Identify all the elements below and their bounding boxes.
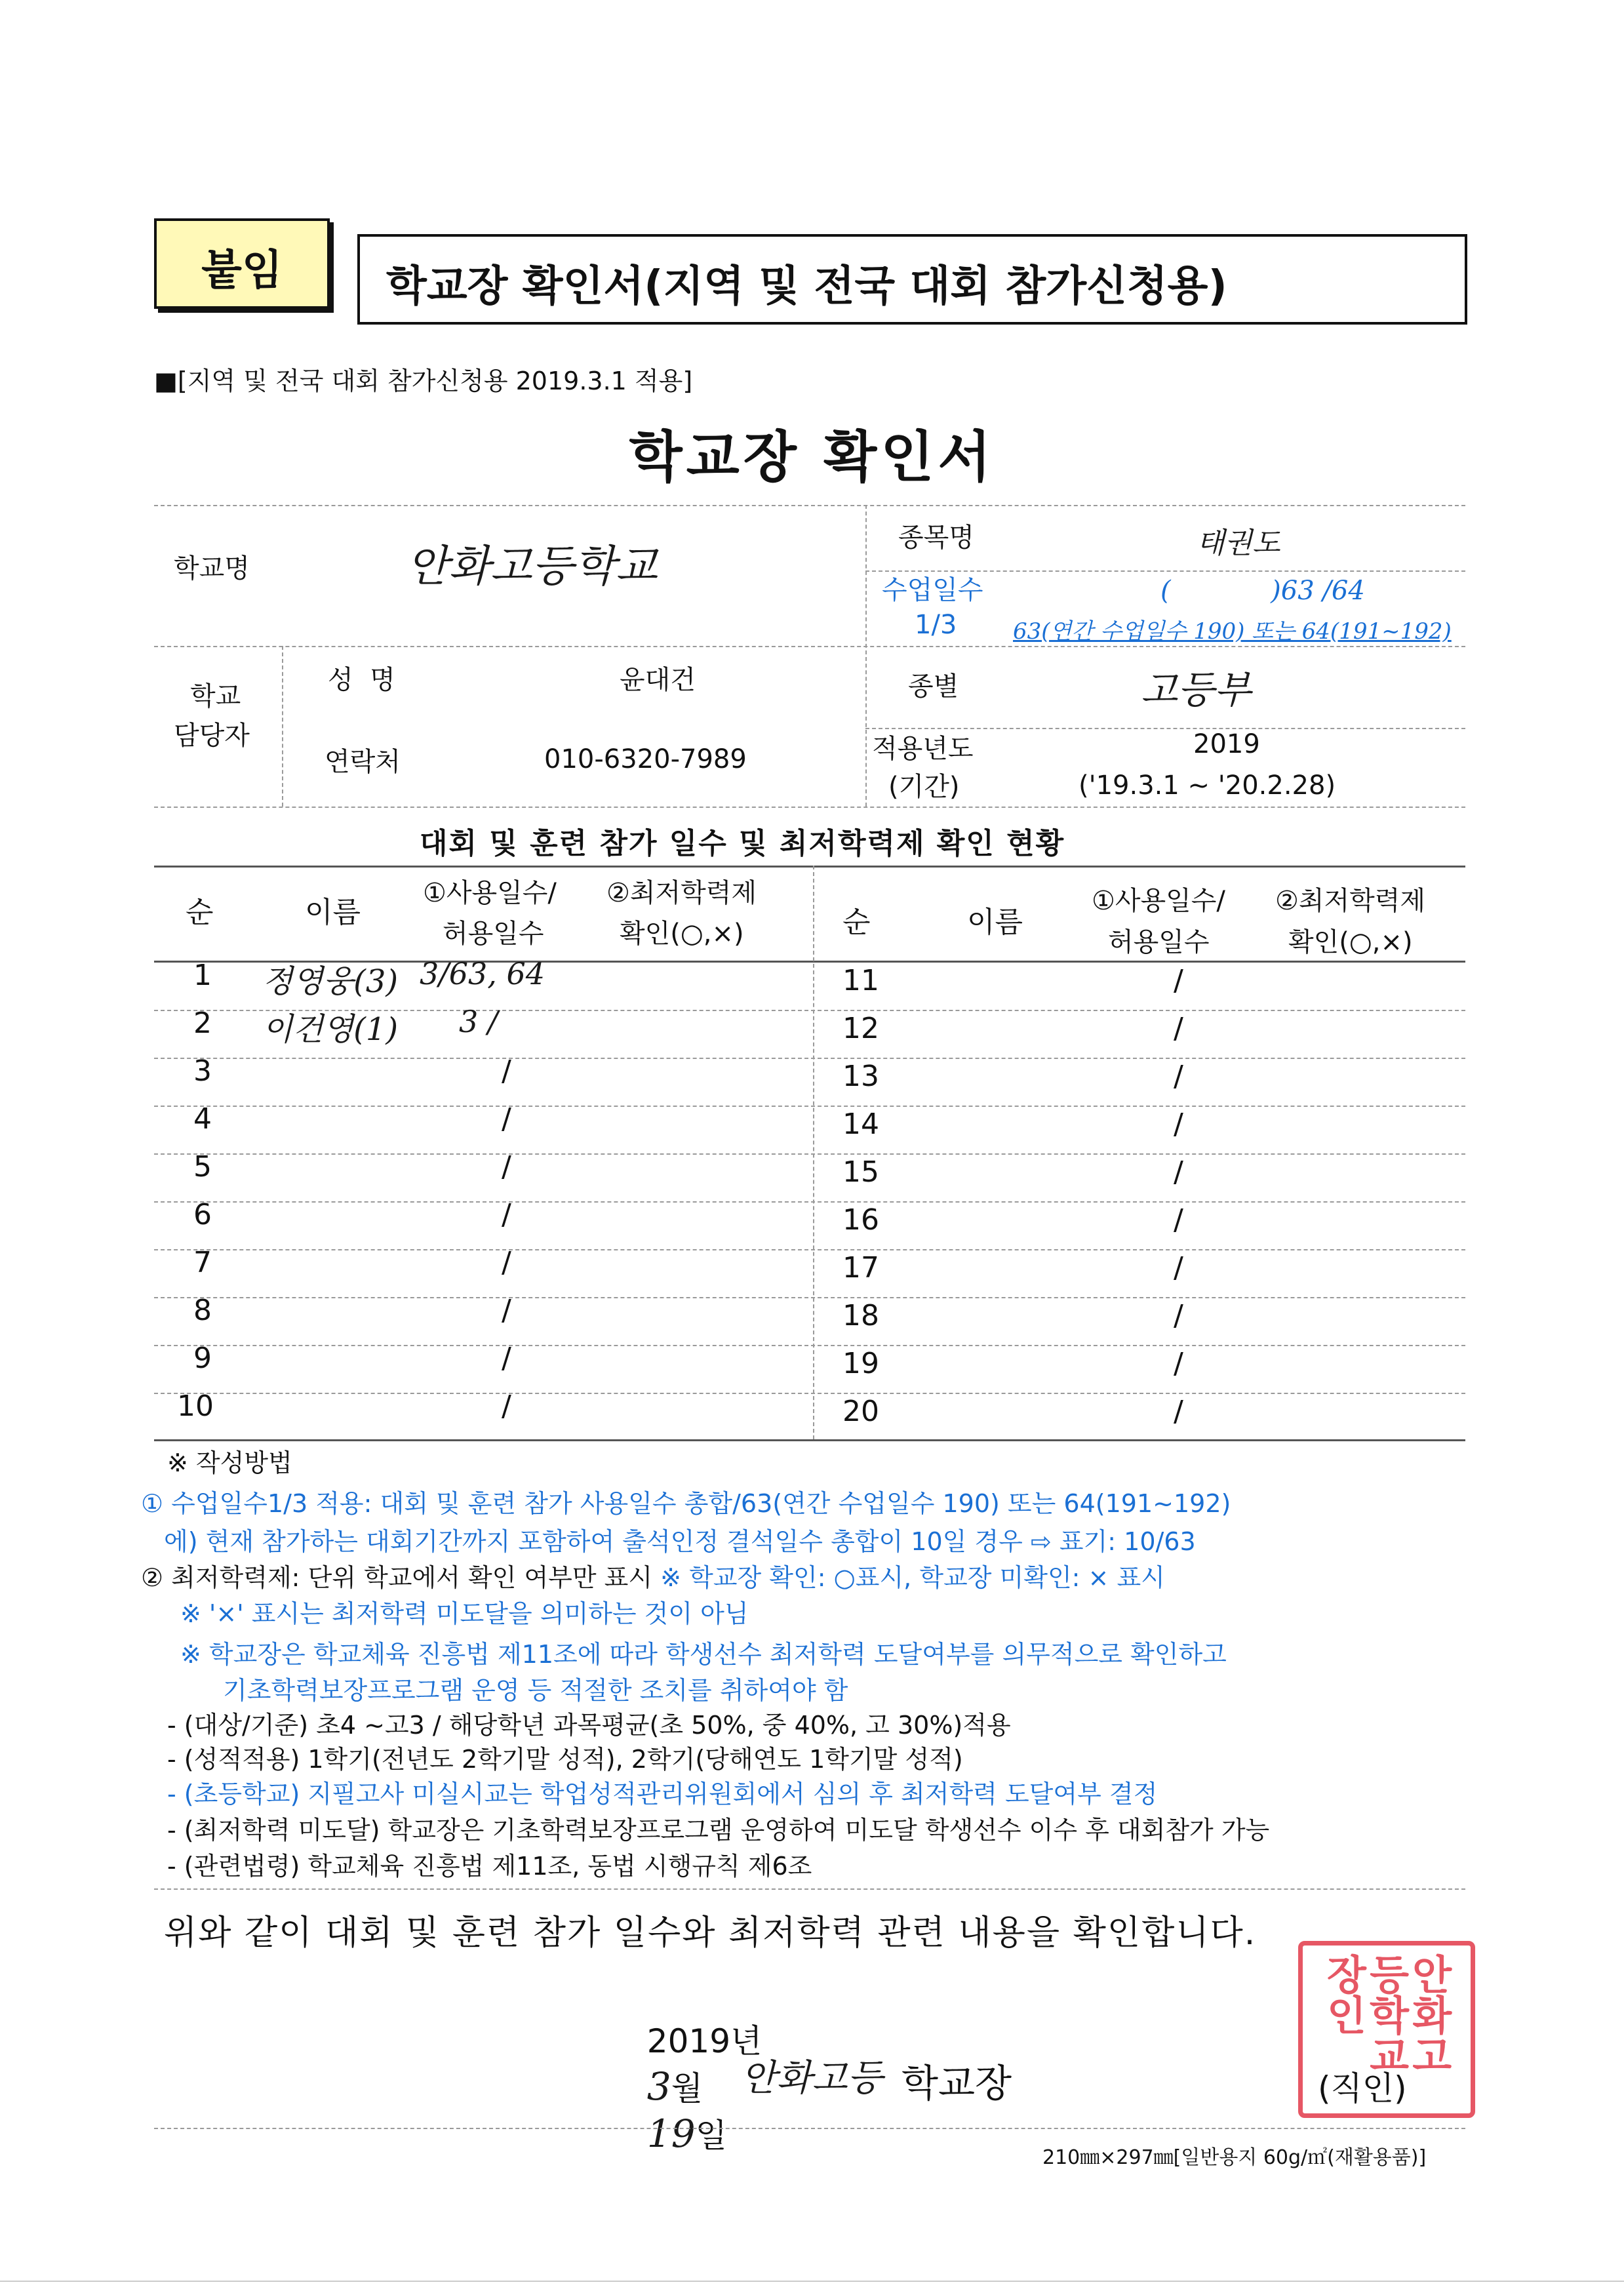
table-row-no: 14 [842,1108,879,1141]
method-line: ※ 학교장은 학교체육 진흥법 제11조에 따라 학생선수 최저학력 도달여부를 의무적으로 확인하고 [180,1640,1227,1669]
table-row-no: 16 [842,1203,879,1237]
row-rule [154,1393,1465,1394]
table-row-no: 3 [193,1054,212,1088]
method-line: - (초등학교) 지필고사 미실시교는 학업성적관리위원회에서 심의 후 최저학력 도달여부 결정 [167,1780,1158,1808]
year-label-sub: (기간) [888,772,960,802]
header-title: 학교장 확인서(지역 및 전국 대회 참가신청용) [386,262,1227,311]
name-label: 성 명 [328,665,395,695]
date-day: 19 [646,2111,696,2156]
method-line: - (관련법령) 학교체육 진흥법 제11조, 동법 시행규칙 제6조 [167,1852,812,1881]
table-row-no: 12 [842,1012,879,1045]
contact-value: 010-6320-7989 [544,744,747,774]
row-rule [154,1345,1465,1346]
row-rule [154,1201,1465,1203]
table-row-days: / [1174,964,1183,997]
table-row-no: 6 [193,1198,212,1231]
contact-label: 연락처 [325,747,401,777]
col-check-left-2: 확인(○,×) [620,919,744,949]
info-mid-rule [154,646,1465,647]
class-days-note: 63(연간 수업일수 190) 또는 64(191~192) [1013,618,1452,645]
date-month: 3 [646,2064,671,2109]
footer-rule [154,2128,1465,2129]
col-name-left: 이름 [305,896,361,929]
table-title: 대회 및 훈련 참가 일수 및 최저학력제 확인 현황 [420,827,1065,860]
table-row-days: / [1174,1012,1183,1045]
info-top-rule [154,505,1465,506]
year-value: 2019 [1193,729,1260,759]
table-top-rule [154,866,1465,868]
applicability-note: ■[지역 및 전국 대회 참가신청용 2019.3.1 적용] [154,367,693,395]
date-year: 2019년 [646,2022,762,2060]
table-row-days: / [1174,1060,1183,1093]
table-row-name: 정영웅(3) [262,963,399,1000]
name-value: 윤대건 [620,665,696,695]
info-bottom-rule [154,807,1465,808]
col-days-left-1: ①사용일수/ [423,878,557,908]
table-row-no: 18 [842,1299,879,1332]
col-days-left-2: 허용일수 [443,919,544,949]
staff-label-1: 학교 [190,681,241,711]
class-days-value: ( )63 /64 [1160,576,1365,606]
table-row-days: / [1174,1251,1183,1285]
table-row-no: 20 [842,1395,879,1428]
date-day-unit: 일 [695,2117,727,2155]
class-days-ratio: 1/3 [915,610,957,640]
table-row-days: / [1174,1108,1183,1141]
table-row-days: / [502,1054,511,1088]
table-row-days: / [502,1102,511,1136]
signer-school: 안화고등 [741,2057,883,2100]
col-check-right-2: 확인(○,×) [1288,927,1413,957]
row-rule [154,1058,1465,1059]
table-row-no: 4 [193,1102,212,1136]
signer-title: 학교장 [901,2061,1012,2105]
table-bottom-rule [154,1439,1465,1441]
table-row-days: / [502,1246,511,1279]
info-divider-left [282,646,283,807]
table-row-no: 1 [193,959,212,992]
method-line: - (최저학력 미도달) 학교장은 기초학력보장프로그램 운영하여 미도달 학생선수 이수 후 대회참가 가능 [167,1816,1270,1845]
year-period: ('19.3.1 ~ '20.2.28) [1079,770,1336,801]
table-row-no: 7 [193,1246,212,1279]
method-bottom-rule [154,1888,1465,1890]
date-month-unit: 월 [671,2069,703,2107]
row-rule [154,1297,1465,1298]
header-badge-label: 붙임 [201,247,283,295]
col-no-left: 순 [186,896,214,929]
table-row-no: 19 [842,1347,879,1380]
table-row-no: 2 [193,1007,212,1040]
info-divider-mid [865,505,867,807]
table-row-days: / [502,1198,511,1231]
year-label: 적용년도 [872,734,974,764]
document-title: 학교장 확인서 [629,425,995,489]
table-row-days: / [502,1342,511,1375]
class-days-label: 수업일수 [882,575,983,605]
table-row-no: 8 [193,1294,212,1327]
table-row-days: / [1174,1347,1183,1380]
col-name-right: 이름 [967,906,1023,939]
table-row-no: 13 [842,1060,879,1093]
method-line: 에) 현재 참가하는 대회기간까지 포함하여 출석인정 결석일수 총합이 10일 경우 ⇨ 표기: 10/63 [164,1527,1196,1556]
col-check-left-1: ②최저학력제 [606,878,757,908]
method-line: - (대상/기준) 초4 ~고3 / 해당학년 과목평균(초 50%, 중 40%, 고 30%)적용 [167,1711,1011,1740]
table-row-days: / [502,1294,511,1327]
confirmation-text: 위와 같이 대회 및 훈련 참가 일수와 최저학력 관련 내용을 확인합니다. [164,1913,1257,1953]
row-rule [154,1153,1465,1155]
sport-value: 태권도 [1197,527,1280,560]
col-check-right-1: ②최저학력제 [1275,886,1426,916]
method-line: - (성적적용) 1학기(전년도 2학기말 성적), 2학기(당해연도 1학기말 성적) [167,1745,963,1774]
header-title-box [357,234,1467,325]
table-center-divider [813,866,814,1439]
school-value: 안화고등학교 [406,541,658,591]
method-line: ※ '×' 표시는 최저학력 미도달을 의미하는 것이 아님 [180,1599,749,1628]
method-line-part: ② 최저학력제: 단위 학교에서 확인 여부만 표시 [141,1563,661,1592]
table-row-no: 5 [193,1150,212,1184]
seal-stamp-text: 안화고등학교장인 [1319,1953,1453,2075]
col-no-right: 순 [842,906,871,939]
school-label: 학교명 [174,553,250,584]
header-badge [154,218,330,309]
table-row-no: 9 [193,1342,212,1375]
scan-edge-line [0,2281,1624,2282]
table-row-no: 15 [842,1155,879,1189]
type-label: 종별 [908,671,959,702]
method-line: 기초학력보장프로그램 운영 등 적절한 조치를 취하여야 함 [223,1676,848,1705]
method-line [141,1557,1165,1593]
table-row-days: / [1174,1155,1183,1189]
row-rule [154,1249,1465,1250]
table-row-no: 17 [842,1251,879,1285]
table-row-days: / [1174,1395,1183,1428]
method-heading: ※ 작성방법 [167,1448,292,1477]
method-line-part: ※ 학교장 확인: ○표시, 학교장 미확인: × 표시 [660,1563,1165,1592]
sport-label: 종목명 [898,523,974,553]
table-row-name: 이건영(1) [262,1011,399,1048]
table-row-days: / [502,1389,511,1423]
table-row-no: 10 [177,1389,214,1423]
col-days-right-1: ①사용일수/ [1092,886,1225,916]
col-days-right-2: 허용일수 [1108,927,1210,957]
method-line: ① 수업일수1/3 적용: 대회 및 훈련 참가 사용일수 총합/63(연간 수업일수 190) 또는 64(191~192) [141,1489,1231,1518]
table-row-no: 11 [842,964,879,997]
table-row-days: / [1174,1203,1183,1237]
table-row-days: / [1174,1299,1183,1332]
row-rule [154,1106,1465,1107]
seal-label: (직인) [1318,2069,1407,2107]
table-row-days: / [502,1150,511,1184]
staff-label-2: 담당자 [174,721,250,751]
table-row-days: 3 / [459,1004,498,1039]
footer-spec: 210㎜×297㎜[일반용지 60g/㎡(재활용품)] [1042,2146,1427,2169]
table-row-days: 3/63, 64 [420,956,545,991]
type-value: 고등부 [1141,668,1252,712]
